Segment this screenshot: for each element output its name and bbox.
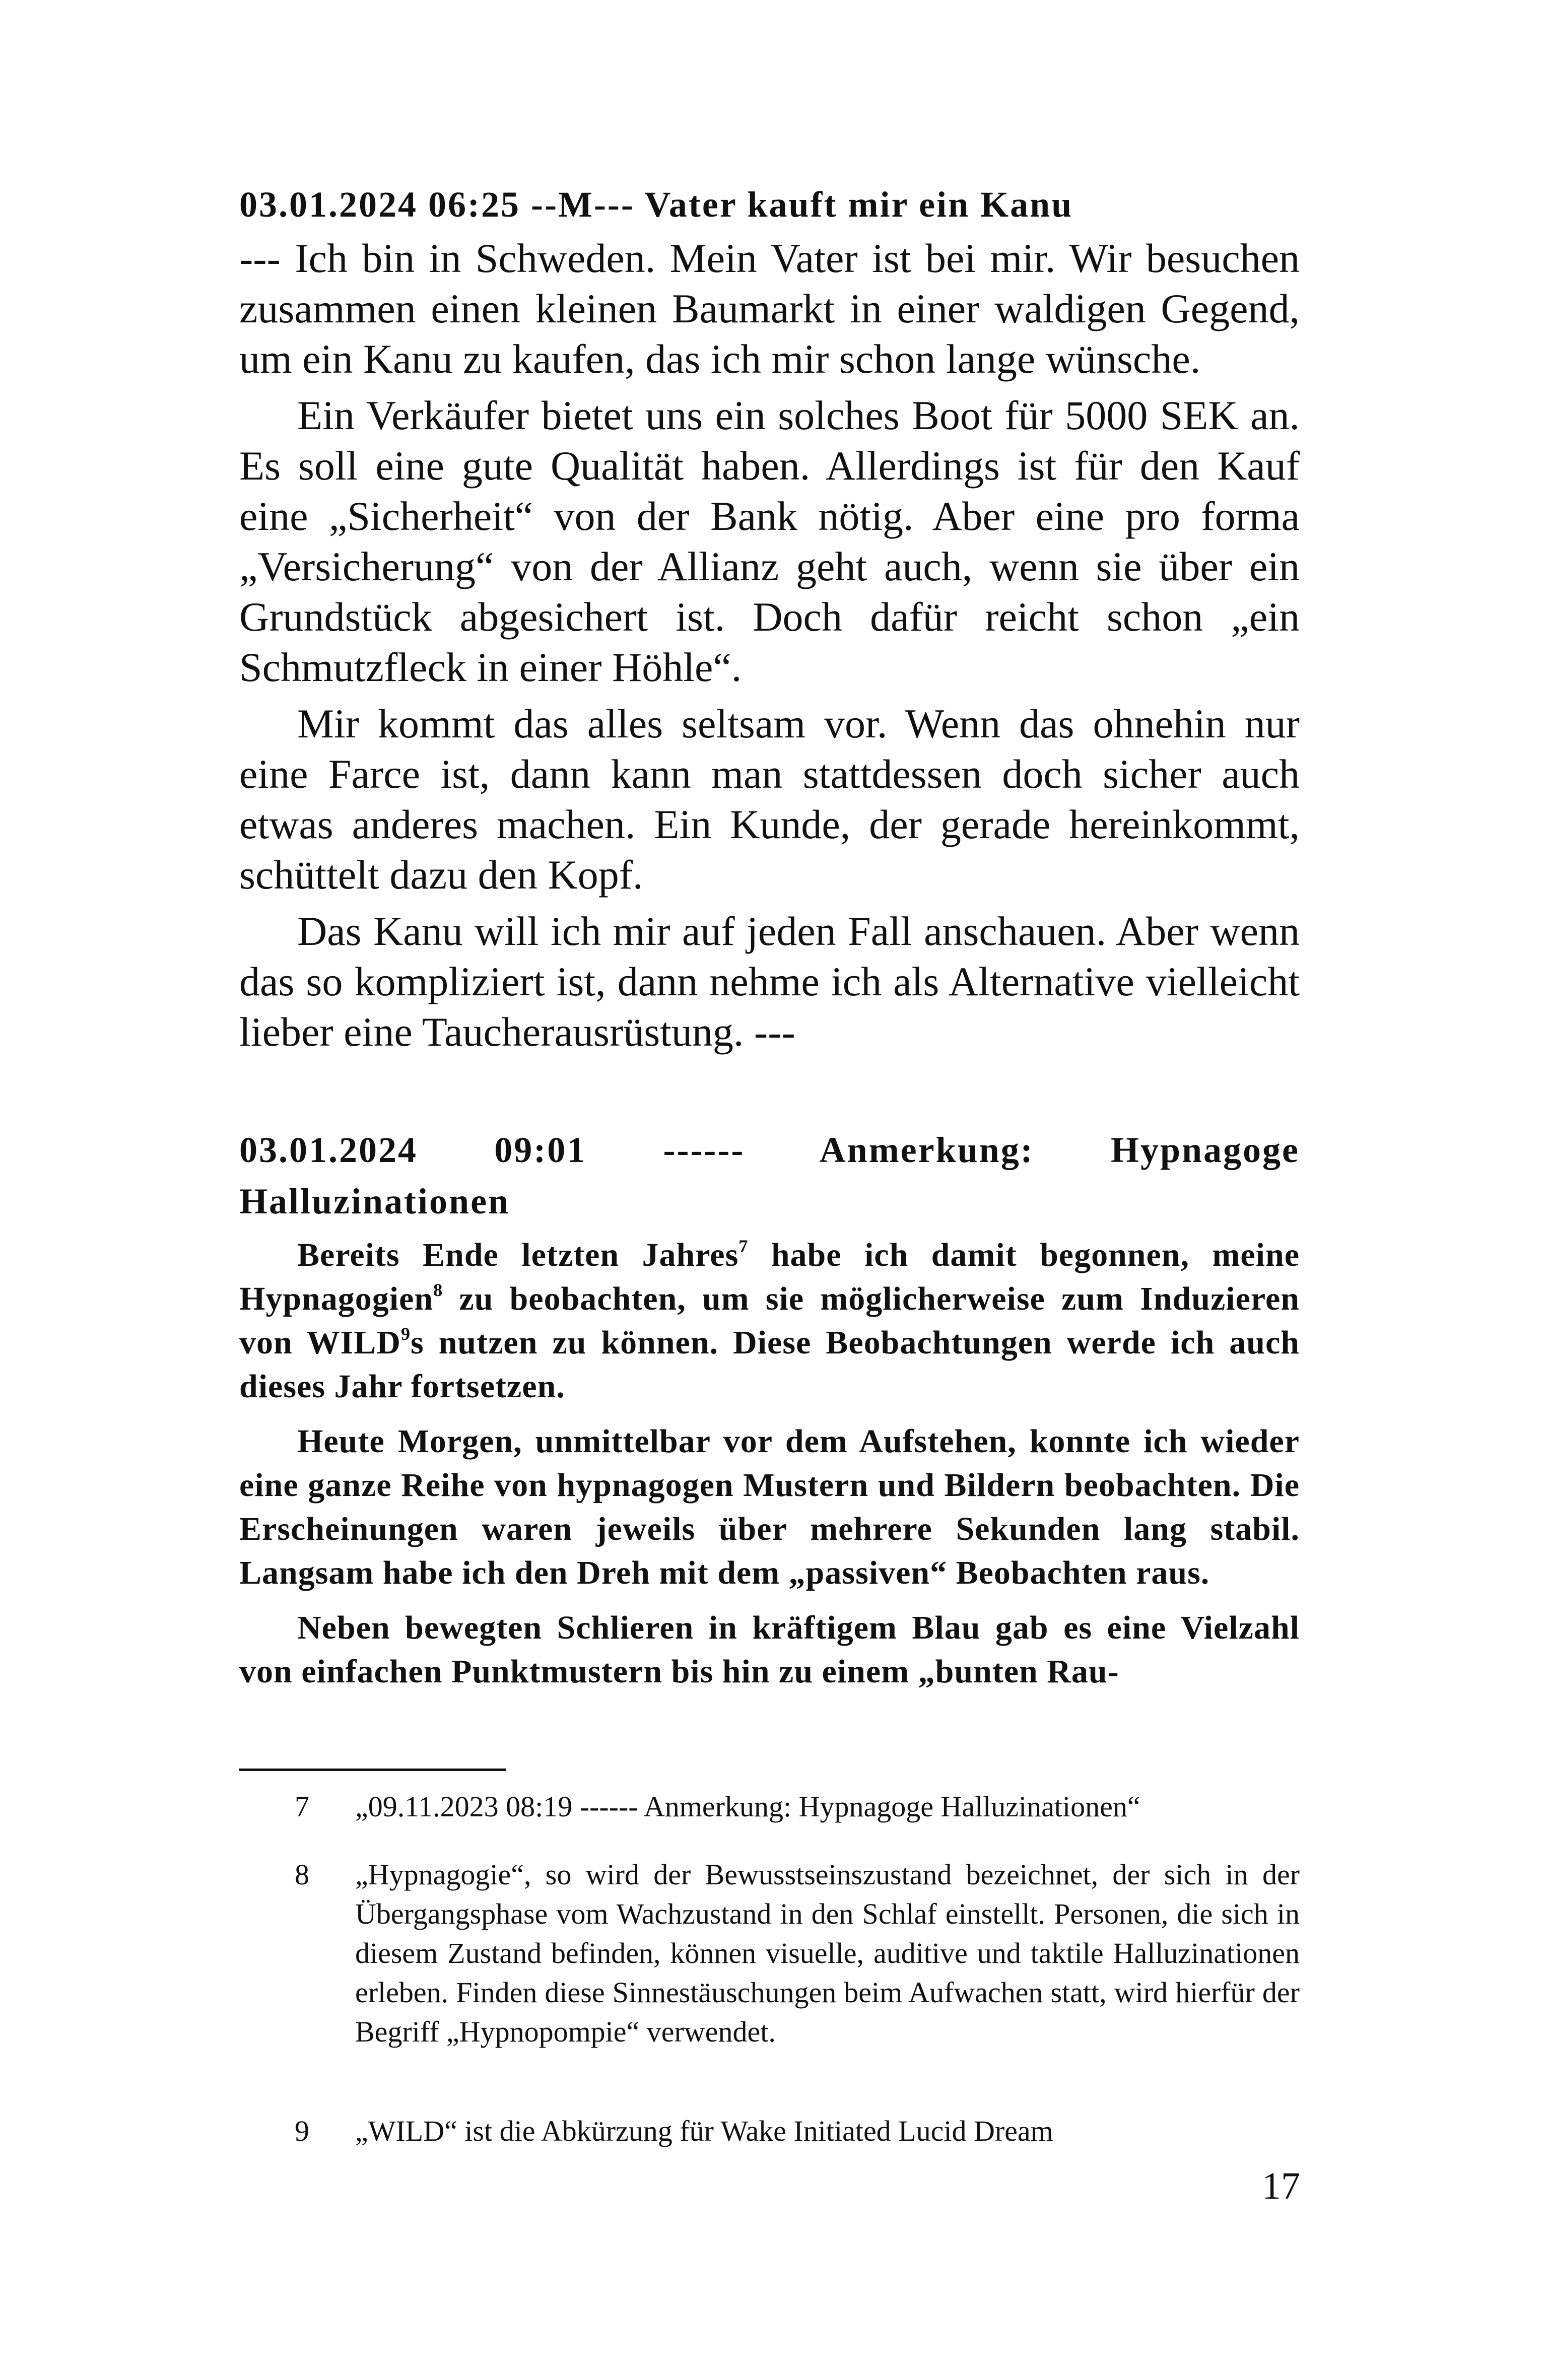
footnote-ref[interactable]: 8 — [433, 1279, 443, 1300]
entry-paragraph: Ein Verkäufer bietet uns ein solches Boot für 5000 SEK an. Es soll eine gute Qualität haben. Allerdings ist für den Kauf eine „Sicherheit“ von der Bank nötig. Aber eine pro forma „Versicherung“ von der Allianz geht auch, wenn sie über ein Grundstück abgesichert ist. Doch dafür reicht schon „ein Schmutzfleck in einer Höhle“. — [239, 392, 1300, 690]
footnote-number: 7 — [295, 1790, 309, 1823]
page-number: 17 — [1262, 2165, 1300, 2207]
footnote-divider — [239, 1769, 506, 1771]
footnote-text: „Hypnagogie“, so wird der Bewusstseinszustand bezeichnet, der sich in der Übergangsphase vom Wachzustand in den Schlaf einstellt. Personen, die sich in diesem Zustand befinden, können visuelle, auditive und taktile Halluzinationen erleben. Finden diese Sinnestäuschungen beim Aufwachen statt, wird hierfür der Begriff „Hypnopompie“ verwendet. — [355, 1858, 1300, 2048]
entry-paragraph: Neben bewegten Schlieren in kräftigem Blau gab es eine Vielzahl von einfachen Punktmustern bis hin zu einem „bunten Rau- — [239, 1609, 1300, 1690]
entry-paragraph — [239, 1233, 1300, 1408]
footnote-ref[interactable]: 9 — [400, 1323, 411, 1344]
entry-heading: 03.01.2024 09:01 ------ Anmerkung: Hypnagoge Halluzinationen — [239, 1130, 1300, 1221]
footnote-text: „WILD“ ist die Abkürzung für Wake Initiated Lucid Dream — [355, 2115, 1053, 2147]
entry-paragraph: Mir kommt das alles seltsam vor. Wenn das ohnehin nur eine Farce ist, dann kann man stattdessen doch sicher auch etwas anderes machen. Ein Kunde, der gerade hereinkommt, schüttelt dazu den Kopf. — [239, 701, 1300, 898]
entry-heading: 03.01.2024 06:25 --M--- Vater kauft mir ein Kanu — [239, 184, 1073, 225]
text-run: zu beobachten, um sie möglicherweise zum Induzieren von WILD — [239, 1280, 1300, 1361]
footnote-number: 9 — [295, 2115, 309, 2147]
entry-paragraph: Heute Morgen, unmittelbar vor dem Aufstehen, konnte ich wieder eine ganze Reihe von hypnagogen Mustern und Bildern beobachten. Die Erscheinungen waren jeweils über mehrere Sekunden lang stabil. Langsam habe ich den Dreh mit dem „passiven“ Beobachten raus. — [239, 1423, 1300, 1591]
text-run: s nutzen zu können. Diese Beobachtungen werde ich auch dieses Jahr fortsetzen. — [239, 1324, 1300, 1405]
text-run: habe ich damit begonnen, meine Hypnagogien — [239, 1237, 1300, 1317]
text-run: Bereits Ende letzten Jahres — [297, 1237, 739, 1273]
entry-paragraph: Das Kanu will ich mir auf jeden Fall anschauen. Aber wenn das so kompliziert ist, dann nehme ich als Alternative vielleicht lieber eine Taucherausrüstung. --- — [239, 908, 1300, 1055]
entry-paragraph: --- Ich bin in Schweden. Mein Vater ist bei mir. Wir besuchen zusammen einen kleinen Baumarkt in einer waldigen Gegend, um ein Kanu zu kaufen, das ich mir schon lange wünsche. — [239, 235, 1300, 382]
diary-entry-1 — [239, 179, 1300, 1057]
footnote-ref[interactable]: 7 — [738, 1236, 749, 1256]
footnote-text: „09.11.2023 08:19 ------ Anmerkung: Hypnagoge Halluzinationen“ — [355, 1790, 1140, 1823]
footnote-number: 8 — [295, 1858, 309, 1891]
diary-entry-2 — [239, 1124, 1300, 1693]
